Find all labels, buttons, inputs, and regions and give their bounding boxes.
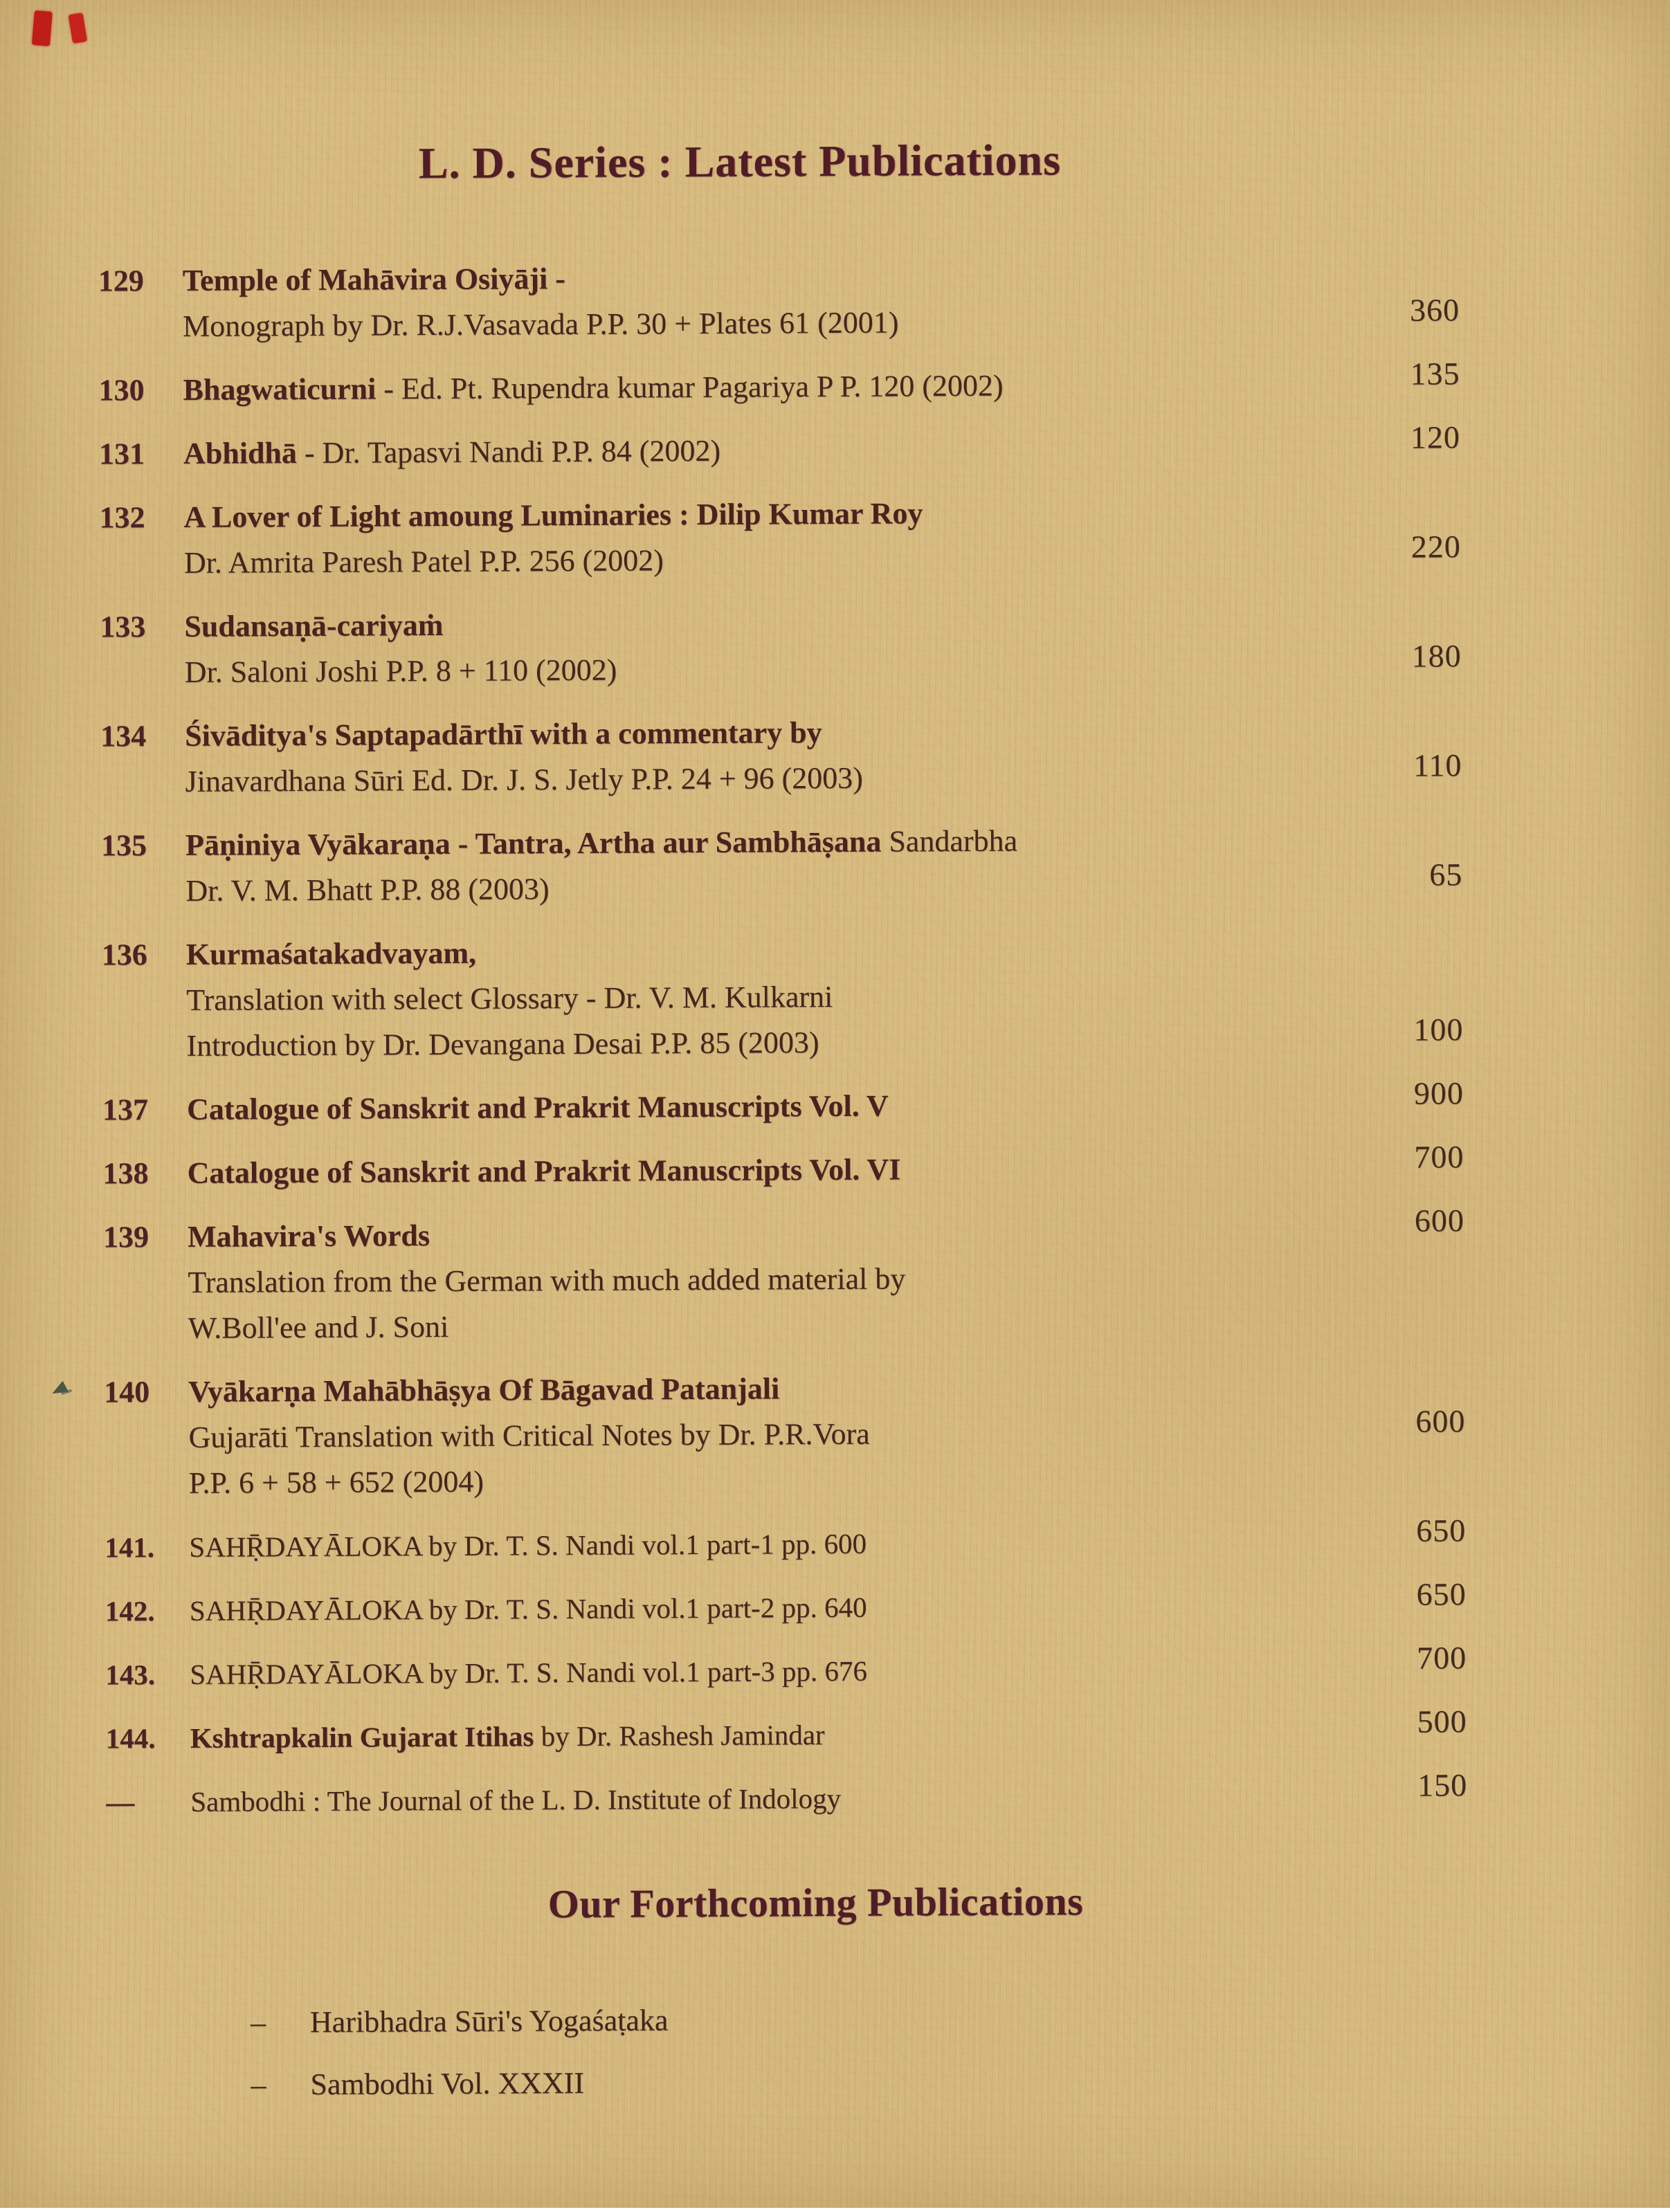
item-number: 138 bbox=[102, 1156, 149, 1191]
item-title-line bbox=[185, 707, 1313, 759]
publication-row bbox=[98, 251, 1460, 349]
publication-row bbox=[105, 1640, 1467, 1697]
forthcoming-item-title: Haribhadra Sūri's Yogaśaṭaka bbox=[309, 2003, 669, 2039]
item-price: 600 bbox=[1414, 1203, 1465, 1238]
item-text-segment: Introduction by Dr. Devangana Desai P.P. 85 (2003) bbox=[186, 1025, 819, 1063]
item-number: 136 bbox=[101, 938, 147, 972]
item-text-segment: Dr. Saloni Joshi P.P. 8 + 110 (2002) bbox=[184, 652, 617, 689]
item-text bbox=[183, 488, 1312, 586]
item-text bbox=[190, 1709, 1318, 1761]
item-text-segment: Dr. V. M. Bhatt P.P. 88 (2003) bbox=[185, 872, 550, 908]
item-price: 100 bbox=[1413, 1012, 1464, 1048]
item-text bbox=[188, 1363, 1317, 1506]
item-text bbox=[185, 707, 1314, 805]
item-title-line bbox=[183, 298, 1311, 349]
item-number: 130 bbox=[98, 373, 145, 408]
item-title-line bbox=[186, 971, 1314, 1023]
item-title-line bbox=[183, 252, 1311, 304]
item-title-line bbox=[184, 534, 1312, 586]
item-text bbox=[183, 252, 1312, 349]
item-title-line bbox=[190, 1582, 1318, 1634]
publication-row bbox=[98, 419, 1461, 477]
forthcoming-item-title: Sambodhi Vol. XXXII bbox=[310, 2065, 585, 2101]
item-price: 220 bbox=[1410, 529, 1461, 565]
item-title-bold-segment: Bhagwaticurni bbox=[183, 372, 376, 407]
item-price-cell bbox=[1314, 816, 1463, 908]
item-text bbox=[183, 425, 1312, 477]
publication-list bbox=[0, 250, 1670, 1844]
red-ink-mark-icon bbox=[32, 10, 53, 46]
item-number: 143. bbox=[105, 1658, 156, 1691]
item-text bbox=[190, 1582, 1318, 1634]
item-title-line bbox=[189, 1454, 1317, 1506]
item-text-segment: Gujarāti Translation with Critical Notes by Dr. P.R.Vora bbox=[188, 1416, 870, 1454]
item-number: 129 bbox=[98, 264, 144, 298]
item-title-line bbox=[185, 753, 1313, 805]
item-text bbox=[183, 361, 1311, 413]
item-title-bold-segment: Mahavira's Words bbox=[187, 1218, 430, 1254]
item-title-line bbox=[187, 1144, 1315, 1196]
item-title-line bbox=[188, 1363, 1316, 1415]
item-price-cell bbox=[1317, 1512, 1467, 1564]
item-title-line bbox=[188, 1208, 1316, 1260]
dash-bullet: – bbox=[251, 2067, 266, 2102]
item-price-cell bbox=[1312, 488, 1461, 580]
item-price: 600 bbox=[1415, 1403, 1466, 1439]
publication-row bbox=[100, 706, 1462, 805]
red-ink-mark-icon bbox=[69, 12, 88, 44]
publication-row bbox=[106, 1767, 1468, 1825]
item-text-segment: Sandarbha bbox=[881, 823, 1018, 859]
item-text-segment: SAHṜDAYĀLOKA by Dr. T. S. Nandi vol.1 part-2 pp. 640 bbox=[189, 1591, 867, 1627]
item-text-segment: SAHṜDAYĀLOKA by Dr. T. S. Nandi vol.1 part-3 pp. 676 bbox=[190, 1654, 868, 1690]
item-title-line bbox=[186, 1017, 1314, 1069]
item-title-bold-segment: Catalogue of Sanskrit and Prakrit Manuscripts Vol. V bbox=[186, 1088, 889, 1126]
item-title-line bbox=[183, 425, 1312, 477]
item-title-bold-segment: A Lover of Light amoung Luminaries : Dilip Kumar Roy bbox=[183, 496, 923, 534]
item-text-segment: SAHṜDAYĀLOKA by Dr. T. S. Nandi vol.1 part-1 pp. 600 bbox=[189, 1527, 867, 1563]
item-text-segment: P.P. 6 + 58 + 652 (2004) bbox=[188, 1464, 484, 1500]
item-price: 650 bbox=[1416, 1576, 1467, 1612]
item-price-cell bbox=[1315, 1075, 1464, 1126]
item-price: 120 bbox=[1410, 419, 1461, 455]
item-number: 135 bbox=[100, 828, 147, 863]
forthcoming-list bbox=[5, 1994, 1670, 2128]
item-price: 65 bbox=[1429, 857, 1463, 893]
item-text bbox=[190, 1773, 1318, 1825]
item-price-cell bbox=[1312, 419, 1461, 470]
item-title-line bbox=[190, 1773, 1318, 1825]
publication-row bbox=[105, 1576, 1467, 1634]
item-number: 133 bbox=[100, 610, 146, 644]
item-title-line bbox=[183, 361, 1311, 413]
item-text-segment: Translation with select Glossary - Dr. V. M. Kulkarni bbox=[186, 980, 833, 1017]
item-text-segment: Dr. Amrita Paresh Patel P.P. 256 (2002) bbox=[183, 543, 664, 580]
item-title-line bbox=[185, 862, 1314, 914]
item-price-cell bbox=[1313, 706, 1462, 798]
dash-bullet: – bbox=[250, 2005, 266, 2040]
item-title-line bbox=[185, 816, 1314, 868]
publication-row bbox=[99, 488, 1461, 586]
item-text bbox=[186, 926, 1315, 1069]
item-price-cell bbox=[1318, 1576, 1467, 1627]
item-title-line bbox=[186, 926, 1314, 978]
item-text-segment: Sambodhi : The Journal of the L. D. Institute of Indology bbox=[190, 1782, 842, 1818]
item-number: 140 bbox=[104, 1375, 150, 1409]
publication-row bbox=[102, 1075, 1464, 1133]
publication-row bbox=[98, 356, 1460, 413]
item-title-line bbox=[183, 488, 1312, 540]
item-number: 132 bbox=[99, 500, 145, 535]
item-price-cell bbox=[1312, 597, 1462, 689]
publication-row bbox=[102, 925, 1464, 1069]
item-title-bold-segment: Śivāditya's Saptapadārthī with a commentary by bbox=[185, 715, 822, 753]
item-number: 144. bbox=[105, 1722, 156, 1755]
item-text bbox=[189, 1518, 1317, 1570]
publication-row bbox=[100, 597, 1462, 695]
item-number: 137 bbox=[102, 1093, 149, 1127]
item-title-line bbox=[190, 1645, 1318, 1697]
publication-row bbox=[105, 1703, 1467, 1761]
forthcoming-row bbox=[251, 2056, 1670, 2107]
item-price-cell bbox=[1311, 251, 1460, 343]
red-ink-marks bbox=[33, 8, 116, 57]
item-number: — bbox=[106, 1786, 135, 1818]
item-title-bold-segment: Catalogue of Sanskrit and Prakrit Manuscripts Vol. VI bbox=[187, 1152, 901, 1190]
item-text-segment: by Dr. Rashesh Jamindar bbox=[534, 1719, 825, 1753]
item-text bbox=[184, 598, 1313, 695]
item-price-cell bbox=[1318, 1767, 1468, 1818]
page-title: L. D. Series : Latest Publications bbox=[418, 135, 1062, 188]
item-text bbox=[190, 1645, 1318, 1697]
item-title-bold-segment: Temple of Mahāvira Osiyāji - bbox=[182, 262, 566, 298]
forthcoming-section-title: Our Forthcoming Publications bbox=[547, 1879, 1084, 1927]
item-text bbox=[188, 1208, 1316, 1351]
item-price-cell bbox=[1315, 1139, 1464, 1190]
item-number: 142. bbox=[105, 1595, 155, 1627]
item-title-bold-segment: Abhidhā bbox=[183, 436, 298, 470]
item-price: 700 bbox=[1414, 1139, 1464, 1175]
item-title-bold-segment: Sudansaṇā-cariyaṁ bbox=[184, 607, 444, 643]
item-text-segment: W.Boll'ee and J. Soni bbox=[188, 1309, 449, 1345]
item-price: 180 bbox=[1411, 638, 1462, 674]
item-text bbox=[187, 1144, 1315, 1196]
item-price: 650 bbox=[1416, 1512, 1467, 1548]
item-price-cell bbox=[1316, 1362, 1466, 1500]
item-title-line bbox=[188, 1299, 1316, 1351]
pen-mark-icon bbox=[47, 1381, 71, 1399]
item-price: 135 bbox=[1410, 356, 1460, 392]
item-price: 900 bbox=[1413, 1075, 1464, 1111]
item-price-cell bbox=[1318, 1640, 1467, 1691]
publication-row bbox=[104, 1362, 1466, 1506]
item-price-cell bbox=[1314, 925, 1464, 1063]
item-price: 700 bbox=[1417, 1640, 1467, 1676]
item-price-cell bbox=[1311, 356, 1460, 407]
item-text-segment: Translation from the German with much added material by bbox=[188, 1261, 906, 1299]
item-number: 141. bbox=[105, 1531, 155, 1564]
publication-row bbox=[101, 816, 1463, 914]
publication-row bbox=[105, 1512, 1467, 1570]
item-title-line bbox=[185, 643, 1313, 695]
item-title-bold-segment: Kshtrapkalin Gujarat Itihas bbox=[190, 1720, 534, 1754]
item-price-cell bbox=[1316, 1203, 1465, 1345]
item-number: 139 bbox=[102, 1220, 149, 1254]
item-text-segment: - Dr. Tapasvi Nandi P.P. 84 (2002) bbox=[296, 433, 721, 470]
item-text bbox=[185, 816, 1314, 914]
item-title-bold-segment: Kurmaśatakadvayam, bbox=[185, 935, 477, 971]
item-title-line bbox=[187, 1081, 1315, 1133]
item-text bbox=[187, 1081, 1315, 1133]
item-text-segment: Jinavardhana Sūri Ed. Dr. J. S. Jetly P.P. 24 + 96 (2003) bbox=[185, 760, 864, 798]
item-title-line bbox=[189, 1518, 1317, 1570]
item-price: 500 bbox=[1417, 1703, 1467, 1739]
item-price: 150 bbox=[1417, 1767, 1468, 1803]
item-title-bold-segment: Vyākarṇa Mahābhāṣya Of Bāgavad Patanjali bbox=[188, 1371, 780, 1409]
item-price: 110 bbox=[1413, 747, 1462, 783]
item-title-line bbox=[190, 1709, 1318, 1761]
item-title-line bbox=[184, 598, 1312, 650]
item-number: 131 bbox=[98, 437, 145, 471]
publication-row bbox=[102, 1203, 1465, 1351]
publication-row bbox=[102, 1139, 1464, 1196]
item-number: 134 bbox=[100, 719, 147, 753]
forthcoming-row bbox=[251, 1994, 1670, 2045]
item-text-segment: Monograph by Dr. R.J.Vasavada P.P. 30 + Plates 61 (2001) bbox=[182, 305, 899, 343]
item-title-line bbox=[188, 1254, 1316, 1306]
item-title-line bbox=[188, 1409, 1316, 1461]
item-price: 360 bbox=[1409, 292, 1460, 328]
item-text-segment: - Ed. Pt. Rupendra kumar Pagariya P P. 120 (2002) bbox=[376, 368, 1004, 406]
item-price-cell bbox=[1318, 1703, 1467, 1755]
item-title-bold-segment: Pāṇiniya Vyākaraṇa - Tantra, Artha aur Sambhāṣana bbox=[185, 824, 882, 862]
